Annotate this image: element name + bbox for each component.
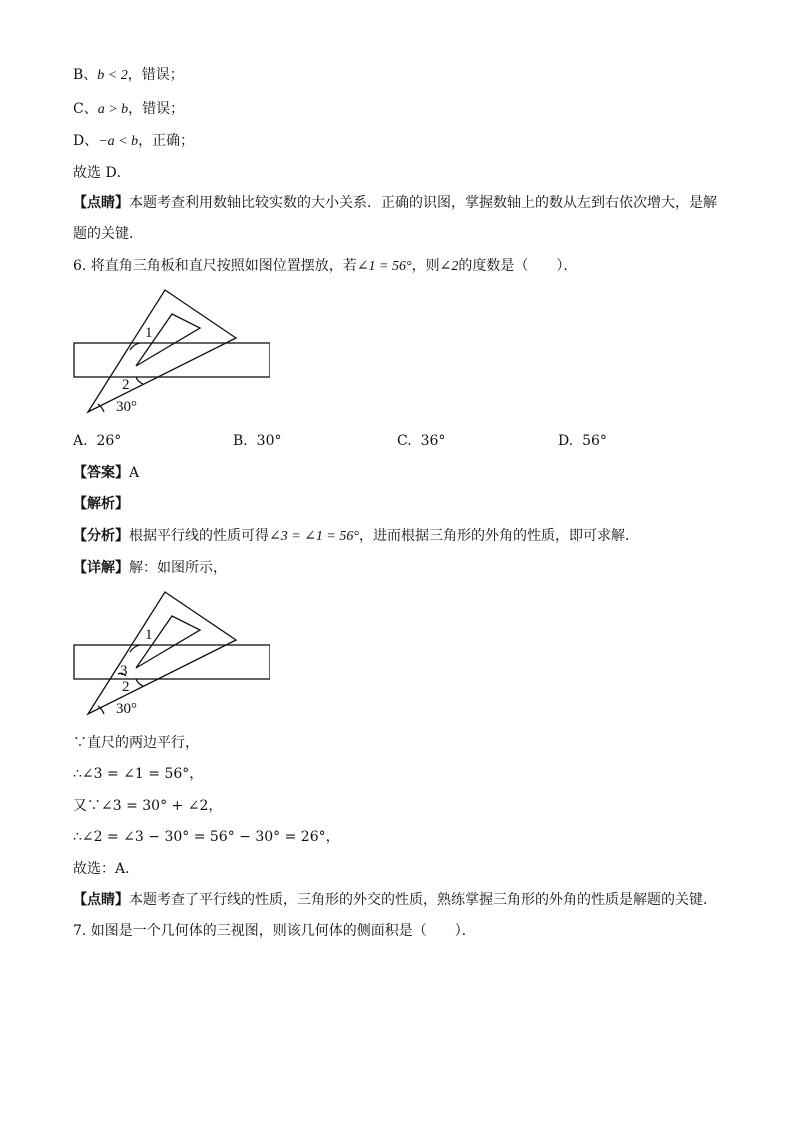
angle2-arc [136,377,143,384]
q6-option-a [73,432,121,450]
angle30-label: 30° [116,701,137,717]
q6-option-c-value: 36° [420,433,446,449]
q6-option-d [558,432,607,450]
fenxi-text: 根据平行线的性质可得 [129,528,269,544]
q6-answer [73,464,139,482]
q6-detail [73,559,227,577]
q6-stem-end: 的度数是（ ）． [458,258,578,274]
option-b-letter: B、 [73,67,98,83]
detail-text: 解：如图所示， [129,560,227,576]
angle30-label: 30° [116,399,137,415]
choose-d-line: 故选 D． [73,165,131,181]
q6-option-d-letter: D. [558,433,574,449]
option-c-math: a > b [97,102,129,117]
angle1-label: 1 [145,627,153,643]
point-tag: 【点睛】 [73,892,129,908]
option-b-verdict: ，错误； [127,67,184,83]
option-d-letter: D、 [73,133,99,149]
q6-step2: ∴∠3 = ∠1 = 56°， [73,766,204,782]
detail-tag: 【详解】 [73,560,129,576]
angle1-label: 1 [145,325,153,341]
q6-analysis-tag: 【解析】 [73,496,129,512]
option-b-math: b < 2 [97,68,128,83]
option-c-letter: C、 [73,101,98,117]
option-c-line [73,100,184,119]
option-c-verdict: ，错误； [128,101,185,117]
q6-stem-angle2: ∠2 [439,259,459,274]
ruler [74,343,270,377]
q6-stem-angle1: ∠1 = 56° [356,259,412,274]
answer-value: A [129,465,140,481]
q6-option-b-letter: B. [233,433,248,449]
q6-stem-mid: ，则 [411,258,440,274]
q6-fenxi [73,527,639,546]
q6-option-c-letter: C. [397,433,412,449]
q6-stem-text: 6. 将直角三角板和直尺按照如图位置摆放，若 [73,258,357,274]
q6-solution-figure [70,588,270,720]
q6-figure [70,286,270,418]
ruler [74,645,270,679]
angle2-label: 2 [122,679,130,695]
option-d-line [73,132,194,151]
q6-stem [73,257,577,276]
q6-option-b [233,432,281,450]
fenxi-math: ∠3 = ∠1 = 56° [269,529,359,544]
point1-text: 本题考查利用数轴比较实数的大小关系．正确的识图，掌握数轴上的数从左到右依次增大，是解 [129,195,717,211]
q6-option-a-value: 26° [96,433,122,449]
q6-option-d-value: 56° [582,433,607,449]
q7-stem: 7. 如图是一个几何体的三视图，则该几何体的侧面积是（ ）． [73,923,476,939]
q6-step3: 又∵∠3 = 30° + ∠2， [73,798,223,814]
q6-option-c [397,432,445,450]
point1-tag: 【点睛】 [73,195,129,211]
q6-step4: ∴∠2 = ∠3 − 30° = 56° − 30° = 26°， [73,829,340,845]
point1-line [73,194,717,212]
point1-line-cont: 题的关键． [73,226,143,242]
q6-option-b-value: 30° [256,433,282,449]
option-d-math: −a < b [98,134,139,149]
answer-tag: 【答案】 [73,465,129,481]
fenxi-text-end: ，进而根据三角形的外角的性质，即可求解． [358,528,639,544]
q6-choose: 故选：A． [73,861,140,877]
angle2-arc [136,679,143,686]
angle3-label: 3 [120,663,128,679]
q6-point [73,891,717,909]
option-b-line [73,66,184,85]
q6-option-a-letter: A. [73,433,88,449]
option-d-verdict: ，正确； [138,133,195,149]
angle2-label: 2 [122,377,130,393]
fenxi-tag: 【分析】 [73,528,129,544]
point-text: 本题考查了平行线的性质，三角形的外交的性质，熟练掌握三角形的外角的性质是解题的关键． [129,892,717,908]
q6-step1: ∵直尺的两边平行， [73,735,199,751]
